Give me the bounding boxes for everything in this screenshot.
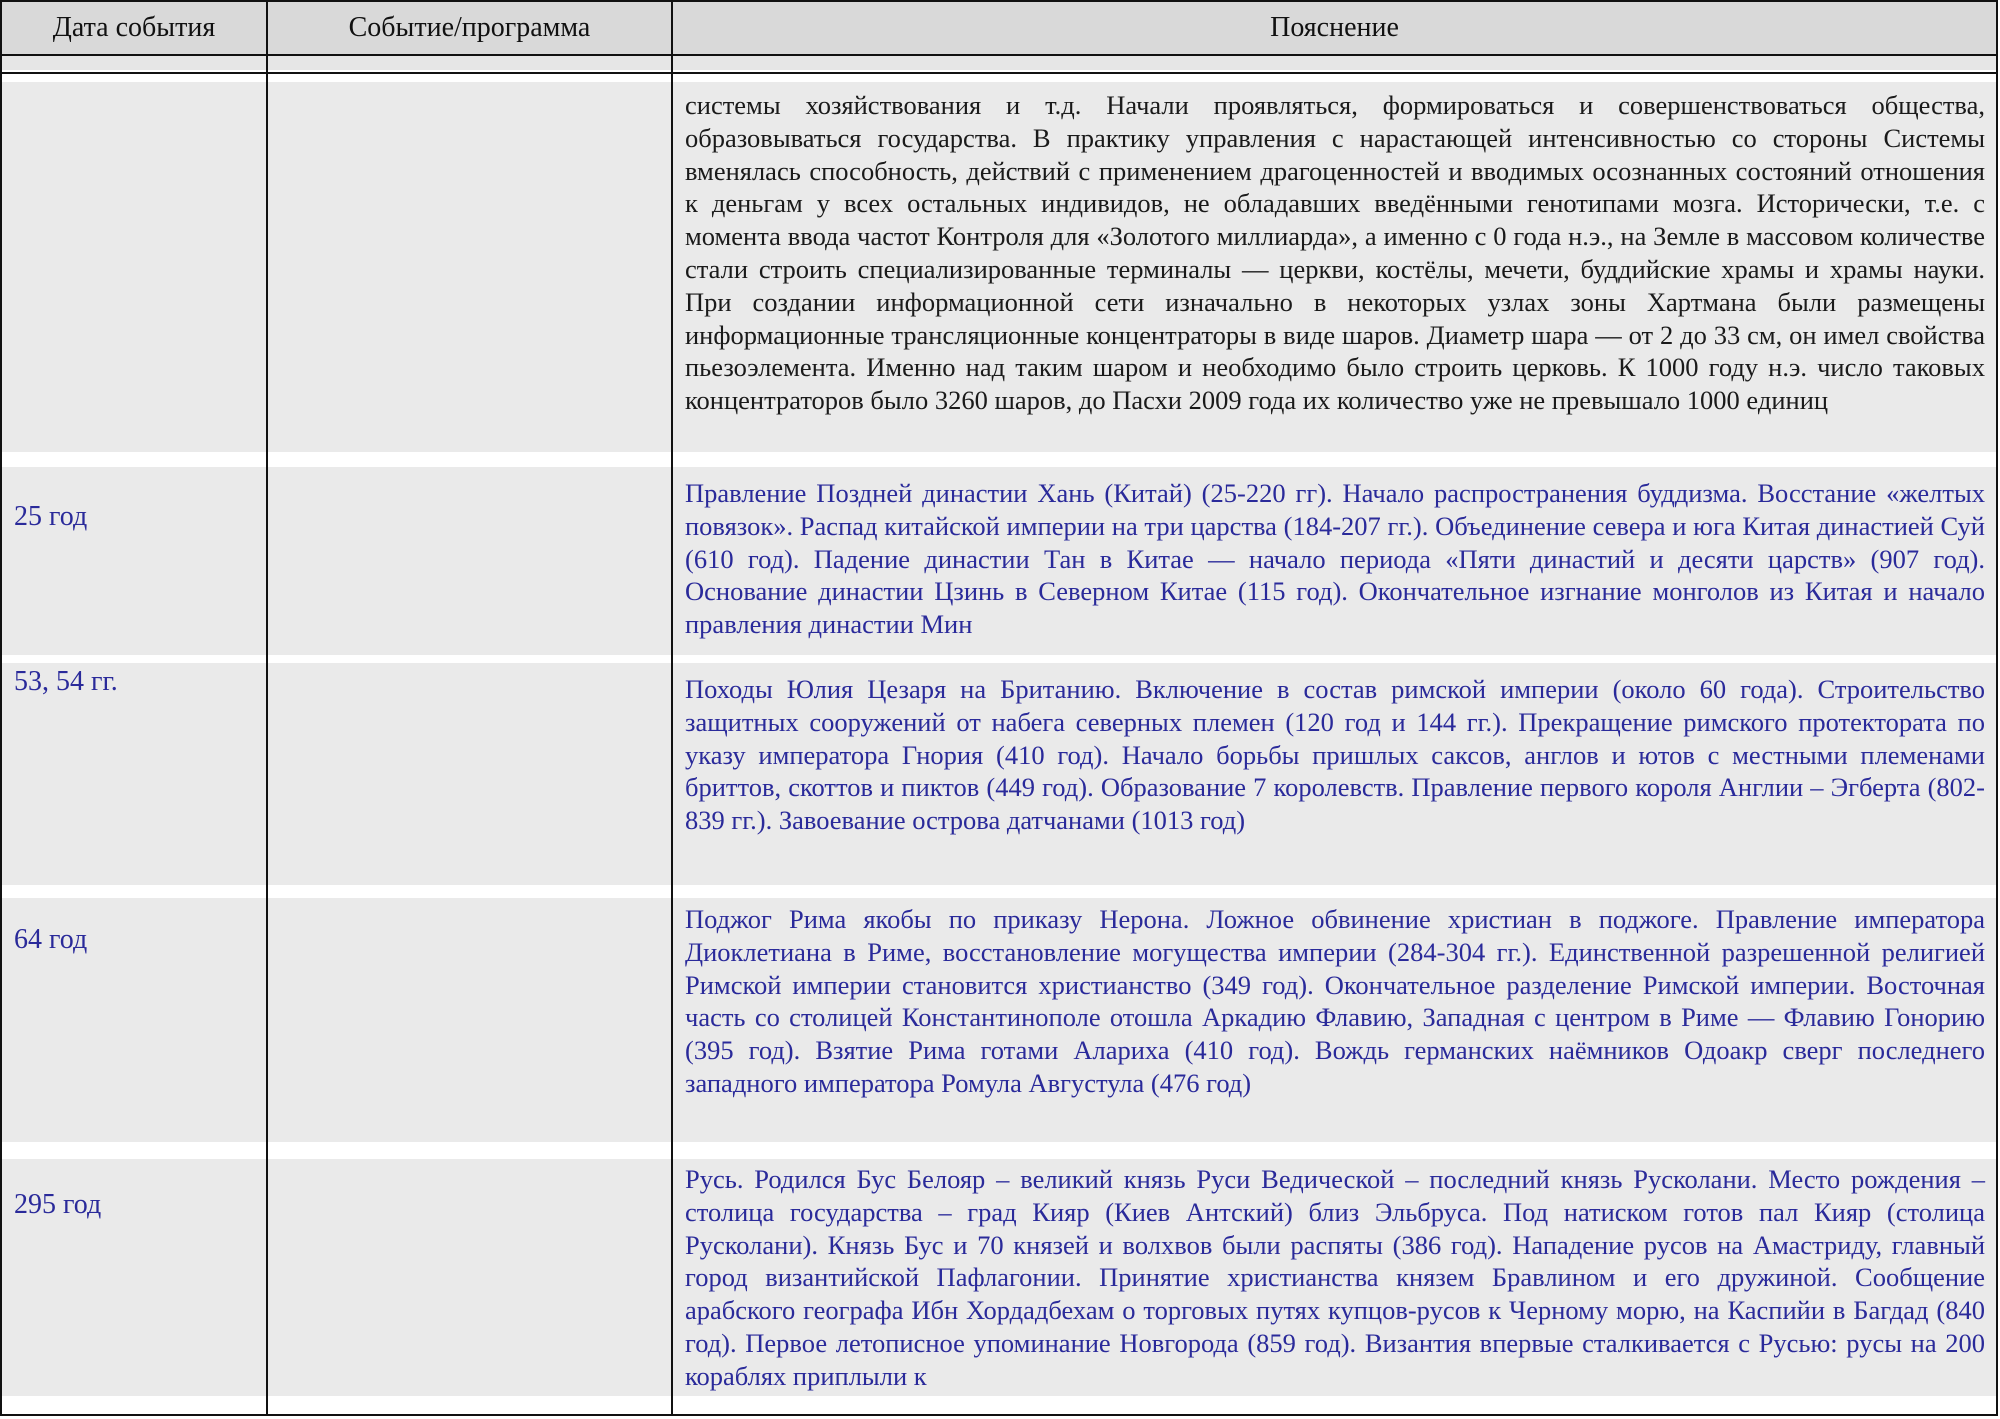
row-date: 25 год	[14, 501, 88, 532]
table-border	[0, 54, 1998, 56]
header-explanation: Пояснение	[673, 2, 1996, 54]
row-explanation: системы хозяйствования и т.д. Начали проявляться, формироваться и совершенствоваться общества, образовываться государства. В практику управления с нарастающей интенсивностью со стороны Системы вменялась способность, действий с применением драгоценностей и вводимых осознанных состояний отношения к деньгам у всех остальных индивидов, не обладавших введёнными генотипами мозга. Исторически, т.е. с момента ввода частот Контроля для «Золотого миллиарда», а именно с 0 года н.э., на Земле в массовом количестве стали строить специализированные терминалы — церкви, костёлы, мечети, буддийские храмы и храмы науки. При создании информационной сети изначально в некоторых узлах зоны Хартмана были размещены информационные трансляционные концентраторы в виде шаров. Диаметр шара — от 2 до 33 см, он имел свойства пьезоэлемента. Именно над таким шаром и необходимо было строить церковь. К 1000 году н.э. число таковых концентраторов было 3260 шаров, до Пасхи 2009 года их количество уже не превышало 1000 единиц	[685, 90, 1985, 416]
table-border	[1996, 0, 1998, 1416]
table-row	[0, 1159, 1998, 1396]
table-border	[266, 0, 268, 1416]
header-strip	[2, 54, 266, 70]
table-border	[0, 0, 1998, 2]
table-border	[0, 0, 2, 1416]
row-explanation: Правление Поздней династии Хань (Китай) (25-220 гг). Начало распространения буддизма. Восстание «желтых повязок». Распад китайской империи на три царства (184-207 гг.). Объединение севера и юга Китая династией Суй (610 год). Падение династии Тан в Китае — начало периода «Пяти династий и десяти царств» (907 год). Основание династии Цзинь в Северном Китае (115 год). Окончательное изгнание монголов из Китая и начало правления династии Мин	[685, 478, 1985, 640]
table-row	[0, 898, 1998, 1142]
header-strip	[268, 54, 671, 70]
row-date: 53, 54 гг.	[14, 666, 118, 697]
table-border	[671, 0, 673, 1416]
row-explanation: Походы Юлия Цезаря на Британию. Включение в состав римской империи (около 60 года). Строительство защитных сооружений от набега северных племен (120 год и 144 гг.). Прекращение римского протектората по указу императора Гнория (410 год). Начало борьбы пришлых саксов, англов и ютов с местными племенами бриттов, скоттов и пиктов (449 год). Образование 7 королевств. Правление первого короля Англии – Эгберта (802-839 гг.). Завоевание острова датчанами (1013 год)	[685, 674, 1985, 836]
row-date: 64 год	[14, 924, 88, 955]
table-row	[0, 467, 1998, 655]
header-date: Дата события	[2, 2, 266, 54]
row-explanation: Поджог Рима якобы по приказу Нерона. Ложное обвинение христиан в поджоге. Правление императора Диоклетиана в Риме, восстановление могущества империи (284-304 гг.). Единственной разрешенной религией Римской империи становится христианство (349 год). Окончательное разделение Римской империи. Восточная часть со столицей Константинополе отошла Аркадию Флавию, Западная с центром в Риме — Флавию Гонорию (395 год). Взятие Рима готами Алариха (410 год). Вождь германских наёмников Одоакр сверг последнего западного императора Ромула Августула (476 год)	[685, 904, 1985, 1098]
header-event: Событие/программа	[268, 2, 671, 54]
table-row	[0, 82, 1998, 452]
table-border	[0, 72, 1998, 74]
table-row	[0, 663, 1998, 885]
table-border	[0, 1414, 1998, 1416]
row-date: 295 год	[14, 1189, 102, 1220]
header-strip	[673, 54, 1996, 70]
row-explanation: Русь. Родился Бус Белояр – великий князь Руси Ведической – последний князь Русколани. Место рождения – столица государства – град Кияр (Киев Антский) близ Эльбруса. Под натиском готов пал Кияр (столица Русколани). Князь Бус и 70 князей и волхвов были распяты (386 год). Нападение русов на Амастриду, главный город византийской Пафлагонии. Принятие христианства князем Бравлином и его дружиной. Сообщение арабского географа Ибн Хордадбехам о торговых путях купцов-русов к Черному морю, на Каспийи в Багдад (840 год). Первое летописное упоминание Новгорода (859 год). Византия впервые сталкивается с Русью: русы на 200 кораблях приплыли к	[685, 1164, 1985, 1391]
